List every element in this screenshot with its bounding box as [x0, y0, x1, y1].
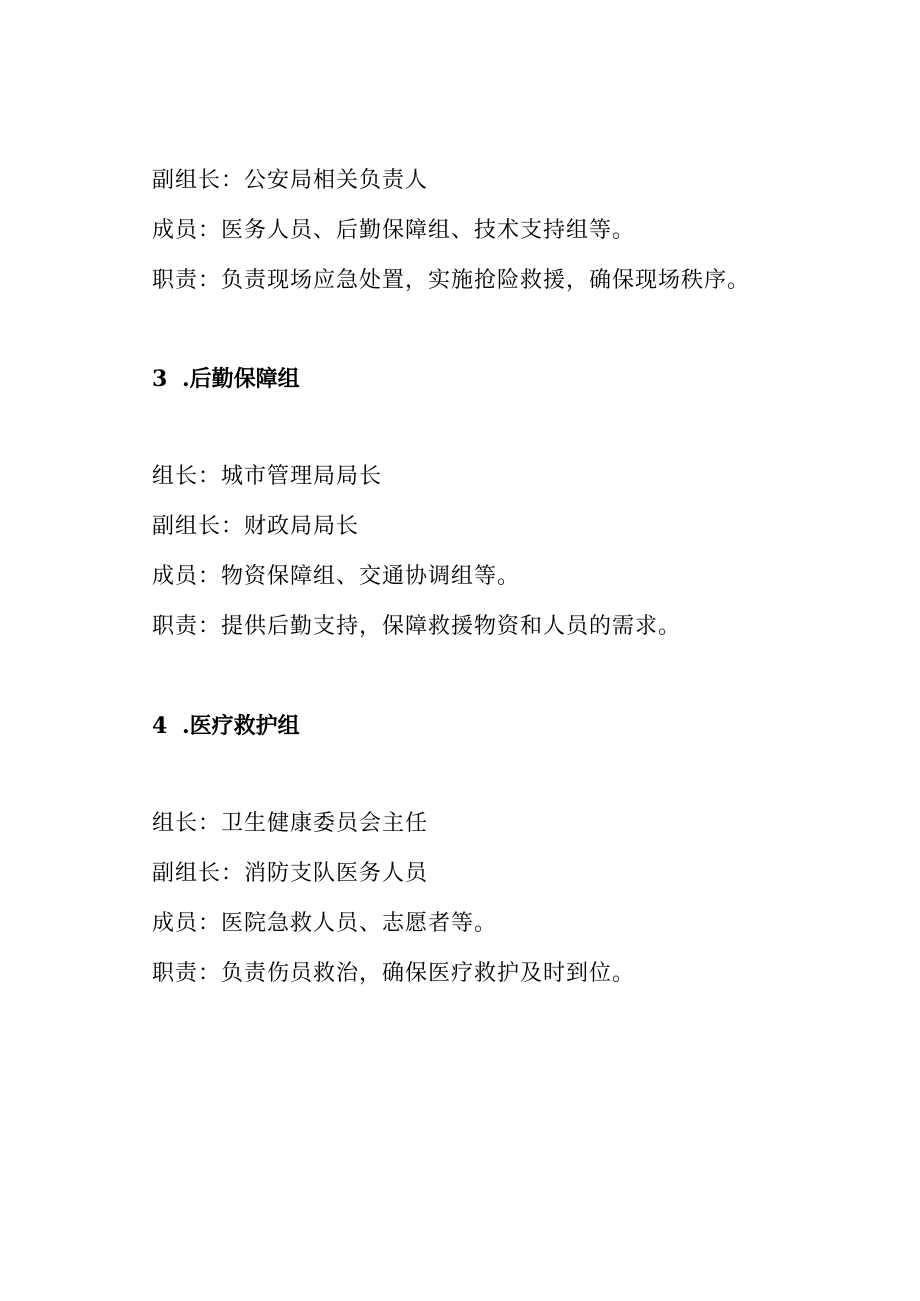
section4-deputy-leader: 副组长：消防支队医务人员 [152, 861, 429, 886]
section4-number: 4 [152, 713, 168, 739]
section4-leader: 组长：卫生健康委员会主任 [152, 811, 429, 836]
section3-heading [152, 364, 300, 394]
section3-deputy-leader: 副组长：财政局局长 [152, 514, 360, 539]
section4-duties: 职责：负责伤员救治，确保医疗救护及时到位。 [152, 961, 636, 986]
section3-leader: 组长：城市管理局局长 [152, 464, 383, 489]
section2-members: 成员：医务人员、后勤保障组、技术支持组等。 [152, 218, 636, 243]
section3-title: .后勤保障组 [182, 366, 300, 392]
section4-heading [152, 711, 300, 741]
section2-duties: 职责：负责现场应急处置，实施抢险救援，确保现场秩序。 [152, 268, 751, 293]
section3-members: 成员：物资保障组、交通协调组等。 [152, 564, 521, 589]
section3-duties: 职责：提供后勤支持，保障救援物资和人员的需求。 [152, 614, 682, 639]
section4-title: .医疗救护组 [182, 713, 300, 739]
section3-number: 3 [152, 366, 168, 392]
section4-members: 成员：医院急救人员、志愿者等。 [152, 911, 498, 936]
section2-deputy-leader: 副组长：公安局相关负责人 [152, 168, 429, 193]
